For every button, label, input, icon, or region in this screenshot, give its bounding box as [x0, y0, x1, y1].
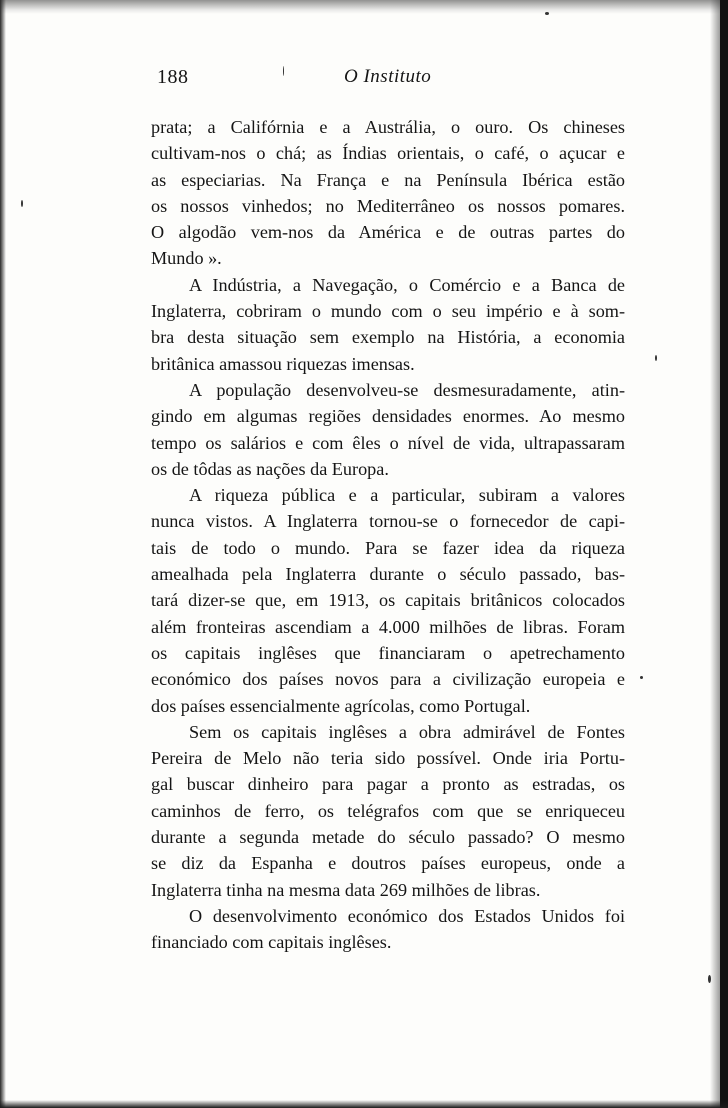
body-text: [151, 114, 625, 956]
text-line: tará dizer-se que, em 1913, os capitais britânicos colocados: [151, 590, 625, 611]
text-line: britânica amassou riquezas imensas.: [151, 353, 415, 374]
text-line: económico dos países novos para a civilização europeia e: [151, 669, 625, 690]
text-line: amealhada pela Inglaterra durante o século passado, bas-: [151, 564, 625, 585]
text-line: tempo os salários e com êles o nível de vida, ultrapassaram: [151, 432, 625, 453]
text-line: Inglaterra tinha na mesma data 269 milhões de libras.: [151, 879, 541, 900]
page-number: 188: [157, 66, 189, 88]
scan-speck: [640, 676, 643, 679]
scan-speck: [283, 66, 284, 76]
text-line: Sem os capitais inglêses a obra admirável de Fontes: [189, 721, 625, 742]
text-line: caminhos de ferro, os telégrafos com que se enriqueceu: [151, 800, 625, 821]
text-line: nunca vistos. A Inglaterra tornou-se o fornecedor de capi-: [151, 511, 625, 532]
text-line: financiado com capitais inglêses.: [151, 932, 392, 953]
text-line: A população desenvolveu-se desmesuradamente, atin-: [189, 379, 625, 400]
text-line: Pereira de Melo não teria sido possível. Onde iria Portu-: [151, 748, 625, 769]
text-line: Inglaterra, cobriram o mundo com o seu império e à som-: [151, 301, 625, 322]
text-line: A riqueza pública e a particular, subiram a valores: [189, 485, 625, 506]
text-line: O algodão vem-nos da América e de outras partes do: [151, 222, 625, 243]
text-line: os de tôdas as nações da Europa.: [151, 458, 389, 479]
text-line: bra desta situação sem exemplo na História, a economia: [151, 327, 625, 348]
scan-speck: [21, 200, 23, 207]
text-line: além fronteiras ascendiam a 4.000 milhões de libras. Foram: [151, 616, 625, 637]
text-line: Mundo ».: [151, 248, 222, 269]
text-line: tais de todo o mundo. Para se fazer idea da riqueza: [151, 537, 625, 558]
scan-edge-left: [0, 0, 6, 1108]
scan-speck: [545, 12, 549, 15]
text-line: cultivam-nos o chá; as Índias orientais, o café, o açucar e: [151, 143, 625, 164]
text-line: A Indústria, a Navegação, o Comércio e a Banca de: [189, 274, 625, 295]
scan-edge-top: [0, 0, 728, 14]
scan-edge-bottom: [0, 1100, 728, 1108]
scan-speck: [655, 355, 657, 361]
text-line: gindo em algumas regiões densidades enormes. Ao mesmo: [151, 406, 625, 427]
text-line: os capitais inglêses que financiaram o apetrechamento: [151, 642, 625, 663]
text-line: se diz da Espanha e doutros países europeus, onde a: [151, 853, 625, 874]
scan-speck: [708, 975, 711, 983]
scan-edge-right: [720, 0, 728, 1108]
text-line: O desenvolvimento económico dos Estados Unidos foi: [189, 905, 625, 926]
text-line: as especiarias. Na França e na Península Ibérica estão: [151, 169, 625, 190]
text-line: os nossos vinhedos; no Mediterrâneo os nossos pomares.: [151, 195, 625, 216]
page-header: [157, 66, 622, 96]
text-line: gal buscar dinheiro para pagar a pronto as estradas, os: [151, 774, 625, 795]
text-line: dos países essencialmente agrícolas, como Portugal.: [151, 695, 531, 716]
text-line: durante a segunda metade do século passado? O mesmo: [151, 827, 625, 848]
scan-edge-right-shadow: [710, 0, 720, 1108]
text-line: prata; a Califórnia e a Austrália, o ouro. Os chineses: [151, 117, 625, 137]
running-title: O Instituto: [344, 66, 432, 87]
